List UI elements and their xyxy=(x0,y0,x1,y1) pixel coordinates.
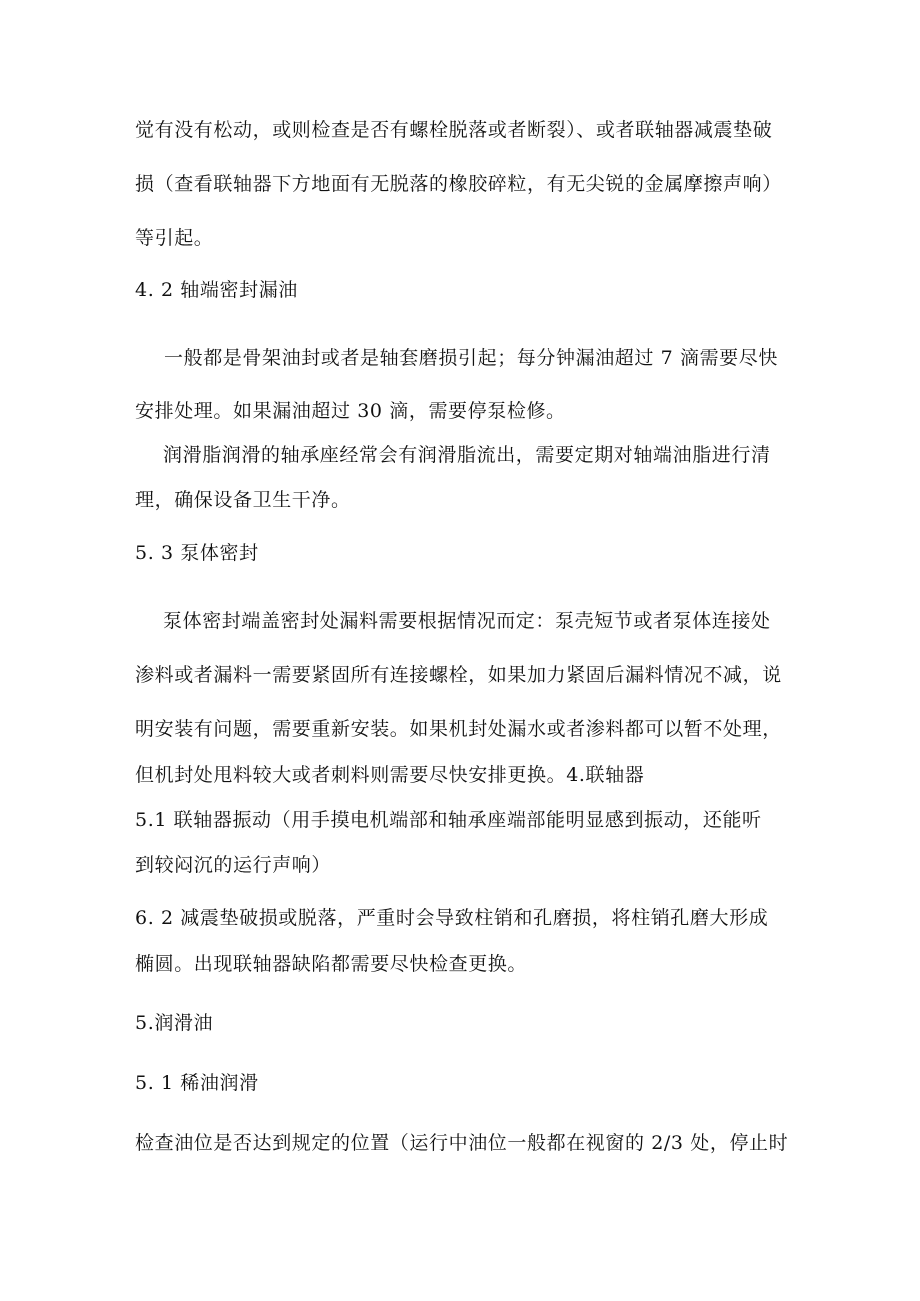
paragraph-line: 椭圆。出现联轴器缺陷都需要尽快检查更换。 xyxy=(135,953,528,975)
section-heading: 5. 3 泵体密封 xyxy=(135,542,259,564)
section-heading: 5. 1 稀油润滑 xyxy=(135,1072,259,1094)
paragraph-line: 渗料或者漏料一需要紧固所有连接螺栓，如果加力紧固后漏料情况不减，说 xyxy=(135,664,782,686)
paragraph-line: 一般都是骨架油封或者是轴套磨损引起；每分钟漏油超过 7 滴需要尽快 xyxy=(164,347,778,369)
paragraph-line: 等引起。 xyxy=(135,227,214,249)
paragraph-line: 理，确保设备卫生干净。 xyxy=(135,489,351,511)
paragraph-line: 5.1 联轴器振动（用手摸电机端部和轴承座端部能明显感到振动，还能听 xyxy=(135,809,762,831)
paragraph-line: 明安装有问题，需要重新安装。如果机封处漏水或者渗料都可以暂不处理， xyxy=(135,718,782,740)
section-heading: 4. 2 轴端密封漏油 xyxy=(135,279,298,301)
paragraph-line: 安排处理。如果漏油超过 30 滴，需要停泵检修。 xyxy=(135,400,566,422)
paragraph-line: 检查油位是否达到规定的位置（运行中油位一般都在视窗的 2/3 处，停止时 xyxy=(135,1132,789,1154)
paragraph-line: 觉有没有松动，或则检查是否有螺栓脱落或者断裂）、或者联轴器减震垫破 xyxy=(135,119,773,141)
section-heading: 5.润滑油 xyxy=(135,1012,214,1034)
paragraph-line: 到较闷沉的运行声响） xyxy=(135,854,332,876)
paragraph-line: 损（查看联轴器下方地面有无脱落的橡胶碎粒，有无尖锐的金属摩擦声响） xyxy=(135,173,782,195)
paragraph-line: 泵体密封端盖密封处漏料需要根据情况而定：泵壳短节或者泵体连接处 xyxy=(163,610,771,632)
paragraph-line: 6. 2 减震垫破损或脱落，严重时会导致柱销和孔磨损，将柱销孔磨大形成 xyxy=(135,907,769,929)
paragraph-line: 但机封处甩料较大或者刺料则需要尽快安排更换。4.联轴器 xyxy=(135,764,645,786)
paragraph-line: 润滑脂润滑的轴承座经常会有润滑脂流出，需要定期对轴端油脂进行清 xyxy=(163,444,771,466)
